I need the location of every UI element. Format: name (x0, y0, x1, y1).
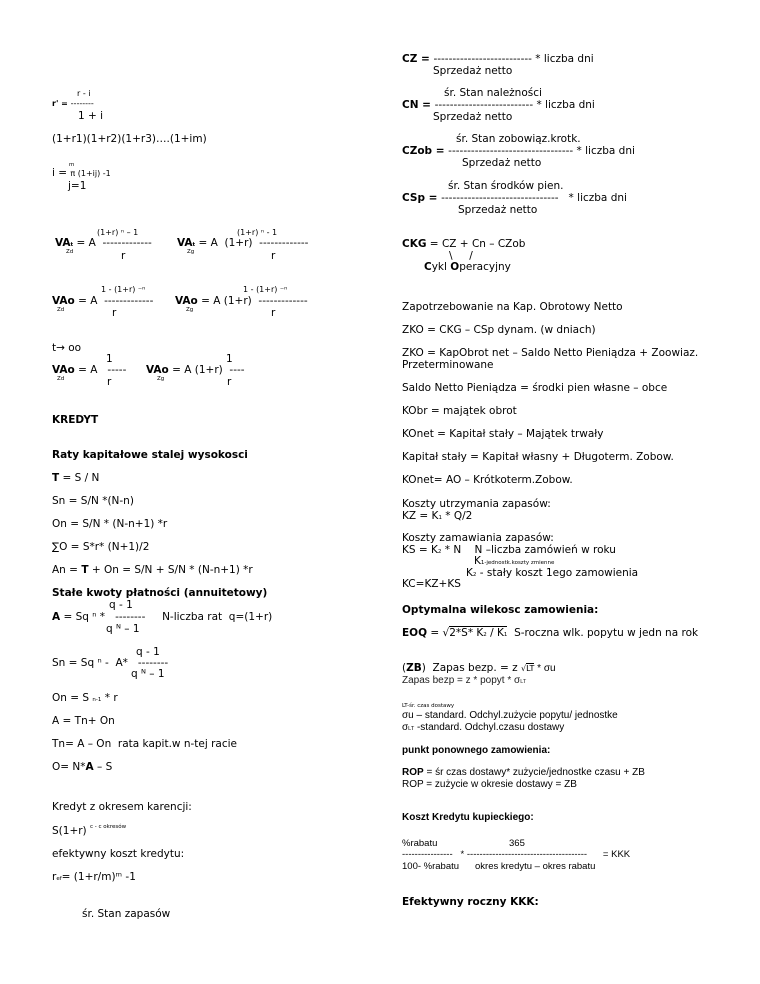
csp-denominator: Sprzedaż netto (458, 204, 538, 216)
vao-zd-numerator: 1 - (1+r) ⁻ⁿ (101, 285, 146, 294)
formula-on2: On = S n-1 * r (52, 692, 118, 704)
formula-rprime: r' = -------- (52, 99, 94, 108)
formula-cn: CN = -------------------------- * liczba dni (402, 99, 595, 111)
formula-sum-o: ∑O = S*r* (N+1)/2 (52, 541, 150, 553)
denominator-r: r (271, 250, 276, 262)
sn2-numerator: q - 1 (136, 646, 160, 658)
section-heading-annuitetowy: Stałe kwoty płatności (annuitetowy) (52, 587, 268, 599)
section-heading-kredyt: KREDYT (52, 414, 99, 426)
formula-k1: K1-jednostk.koszty zmienne (474, 555, 555, 567)
formula-zapas-bezp: Zapas bezp = z * popyt * σLT (402, 675, 527, 686)
subscript-zg: Zg (157, 376, 165, 382)
czob-numerator: śr. Stan zobowiąz.krotk. (456, 133, 581, 145)
formula-zb: (ZB) Zapas bezp. = z √LT * σu (402, 662, 556, 674)
formula-a-tn: A = Tn+ On (52, 715, 115, 727)
denominator-r: r (227, 376, 232, 388)
kkk-denominator-a: 100- %rabatu (402, 861, 460, 872)
formula-zko1: ZKO = CKG – CSp dynam. (w dniach) (402, 324, 596, 336)
kkk-numerator-a: %rabatu (402, 838, 438, 849)
numerator-one: 1 (106, 353, 113, 365)
czob-denominator: Sprzedaż netto (462, 157, 542, 169)
csp-numerator: śr. Stan środków pien. (448, 180, 564, 192)
formula-k2: K2 - stały koszt 1ego zamowienia (466, 567, 639, 579)
section-heading-koszt-kk: Koszt Kredytu kupieckiego: (402, 812, 534, 823)
cn-numerator: śr. Stan należności (444, 87, 542, 99)
sn2-denominator: q ᴺ – 1 (131, 668, 165, 680)
denominator-r: r (112, 307, 117, 319)
formula-zko2: ZKO = KapObrot net – Saldo Netto Pieniądza + Zoowiaz. (402, 347, 699, 359)
formula-zko2-cont: Przeterminowane (402, 359, 494, 371)
formula-kapital-staly: Kapitał stały = Kapitał własny + Długoterm. Zobow. (402, 451, 674, 463)
annuity-denominator: q ᴺ – 1 (106, 623, 140, 635)
formula-kc: KC=KZ+KS (402, 578, 461, 590)
vao-zg-numerator: 1 - (1+r) ⁻ⁿ (243, 285, 288, 294)
section-heading-optymalna: Optymalna wilekosc zamowienia: (402, 604, 599, 616)
section-heading-punkt: punkt ponownego zamowienia: (402, 745, 551, 756)
formula-an: An = T + On = S/N + S/N * (N-n+1) *r (52, 564, 253, 576)
label-koszty-zamawiania: Koszty zamawiania zapasów: (402, 532, 554, 544)
subscript-zg: Zg (187, 249, 195, 255)
vat-zd-numerator: (1+r) ⁿ – 1 (97, 228, 139, 237)
formula-vao-zg: VAo = A (1+r) ------------- (175, 295, 308, 307)
formula-label: r' = (52, 99, 71, 108)
subscript-zd: Zd (57, 376, 65, 382)
formula-saldo: Saldo Netto Pieniądza = środki pien własne – obce (402, 382, 668, 394)
formula-o: O= N*A – S (52, 761, 113, 773)
formula-pi-m: m (69, 162, 75, 168)
section-heading-efektywny-kkk: Efektywny roczny KKK: (402, 896, 539, 908)
kkk-numerator-b: 365 (509, 838, 525, 849)
formula-tn: Tn= A – On rata kapit.w n-tej racie (52, 738, 238, 750)
label-cykl-operacyjny: Cykl Operacyjny (424, 261, 511, 273)
cz-denominator: Sprzedaż netto (433, 65, 513, 77)
formula-rprime-denominator: 1 + i (78, 110, 104, 122)
kkk-fraction-line: ---------------- * -------------------------------------- = KKK (402, 849, 631, 860)
formula-sn: Sn = S/N *(N-n) (52, 495, 134, 507)
vat-zg-numerator: (1+r) ⁿ - 1 (237, 228, 278, 237)
note-lt: LT-śr. czas dostawy (402, 703, 455, 709)
formula-t: T = S / N (52, 472, 100, 484)
formula-konet2: KOnet= AO – Krótkoterm.Zobow. (402, 474, 573, 486)
formula-a-annuity: A = Sq ⁿ * -------- N-liczba rat q=(1+r) (52, 611, 273, 623)
formula-sn2: Sn = Sq ⁿ - A* -------- (52, 657, 169, 669)
formula-karencja: S(1+r) $^c$ $^{- c okresów}$ (52, 824, 127, 837)
subscript-zd: Zd (66, 249, 74, 255)
formula-eoq: EOQ = √2*S* K2 / K1 S-roczna wlk. popytu w jedn na rok (402, 627, 699, 639)
formula-rop: ROP = śr czas dostawy* zużycie/jednostke czasu + ZB (402, 767, 645, 778)
formula-sigma-lt: σLT -standard. Odchyl.czasu dostawy (402, 722, 565, 733)
annuity-numerator: q - 1 (109, 599, 133, 611)
formula-vao-zd: VAo = A ------------- (52, 295, 154, 307)
formula-konet: KOnet = Kapitał stały – Majątek trwały (402, 428, 604, 440)
denominator-r: r (271, 307, 276, 319)
formula-kobr: KObr = majątek obrot (402, 405, 517, 417)
formula-pi: i = π (1+ij) -1 (52, 167, 111, 179)
subscript-zd: Zd (57, 307, 65, 313)
formula-rprime-numerator: r - i (77, 89, 91, 98)
limit-label: t→ oo (52, 342, 82, 354)
formula-vat-zg: VAt = A (1+r) ------------- (177, 237, 309, 249)
label-efektywny-koszt: efektywny koszt kredytu: (52, 848, 185, 860)
formula-csp: CSp = ------------------------------- * liczba dni (402, 192, 627, 204)
denominator-r: r (107, 376, 112, 388)
formula-czob: CZob = --------------------------------- * liczba dni (402, 145, 635, 157)
formula-sigma-u: σu – standard. Odchyl.zużycie popytu/ jednostke (402, 710, 618, 721)
label-karencja: Kredyt z okresem karencji: (52, 801, 192, 813)
section-heading-raty: Raty kapitałowe stalej wysokosci (52, 449, 248, 461)
formula-ref: ref= (1+r/m)ᵐ -1 (52, 871, 136, 883)
ckg-arrows: \ / (449, 250, 473, 262)
formula-cz: CZ = -------------------------- * liczba dni (402, 53, 594, 65)
label-koszty-utrzymania: Koszty utrzymania zapasów: (402, 498, 551, 510)
formula-on: On = S/N * (N-n+1) *r (52, 518, 168, 530)
formula-ckg: CKG = CZ + Cn – CZob (402, 238, 526, 250)
formula-vao-limit-zg: VAo = A (1+r) ---- (146, 364, 245, 376)
label-sr-stan-zapasow: śr. Stan zapasów (82, 908, 171, 920)
formula-rop2: ROP = zużycie w okresie dostawy = ZB (402, 779, 577, 790)
formula-vat-zd: VAt = A ------------- (55, 237, 152, 249)
formula-ks: KS = K2 * N N –liczba zamówień w roku (402, 544, 616, 556)
subscript-zg: Zg (186, 307, 194, 313)
formula-kz: KZ = K1 * Q/2 (402, 510, 473, 522)
formula-vao-limit-zd: VAo = A ----- (52, 364, 127, 376)
numerator-one: 1 (226, 353, 233, 365)
label-zapotrzebowanie: Zapotrzebowanie na Kap. Obrotowy Netto (402, 301, 623, 313)
formula-pi-j: j=1 (68, 180, 87, 192)
kkk-denominator-b: okres kredytu – okres rabatu (475, 861, 596, 872)
denominator-r: r (121, 250, 126, 262)
cn-denominator: Sprzedaż netto (433, 111, 513, 123)
formula-product: (1+r1)(1+r2)(1+r3)….(1+im) (52, 133, 207, 145)
